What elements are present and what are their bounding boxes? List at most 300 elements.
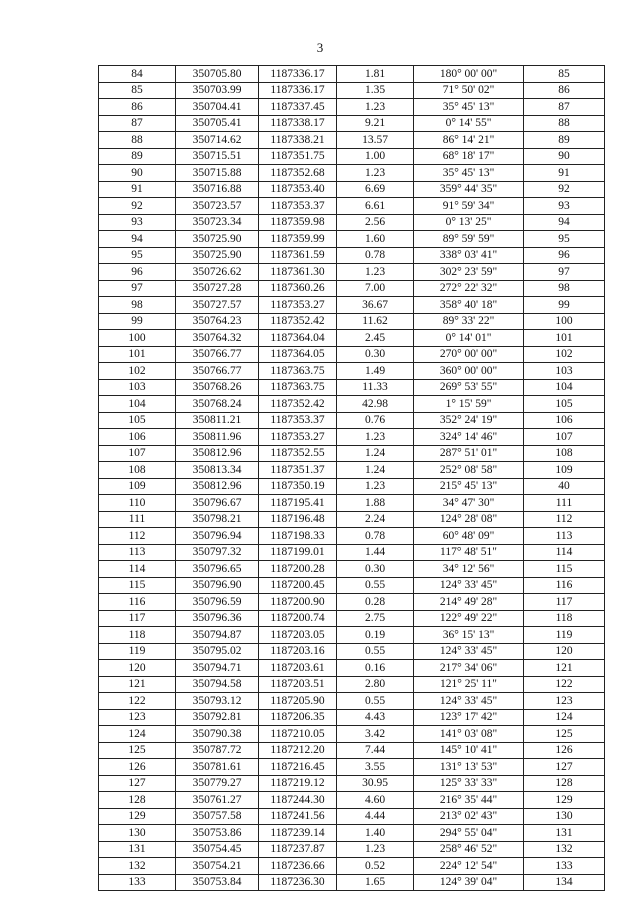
y-coordinate-cell: 1187244.30 (259, 792, 337, 809)
bearing-cell: 89° 33' 22" (414, 313, 524, 330)
next-point-cell: 107 (524, 429, 605, 446)
next-point-cell: 40 (524, 478, 605, 495)
bearing-cell: 89° 59' 59" (414, 231, 524, 248)
bearing-cell: 0° 13' 25" (414, 214, 524, 231)
table-row (99, 99, 605, 116)
y-coordinate-cell: 1187338.21 (259, 132, 337, 149)
y-coordinate-cell: 1187359.98 (259, 214, 337, 231)
x-coordinate-cell: 350798.21 (176, 511, 259, 528)
bearing-cell: 270° 00' 00" (414, 346, 524, 363)
table-row (99, 561, 605, 578)
point-number-cell: 114 (99, 561, 176, 578)
table-row (99, 594, 605, 611)
x-coordinate-cell: 350796.94 (176, 528, 259, 545)
bearing-cell: 287° 51' 01" (414, 445, 524, 462)
x-coordinate-cell: 350704.41 (176, 99, 259, 116)
y-coordinate-cell: 1187337.45 (259, 99, 337, 116)
point-number-cell: 103 (99, 379, 176, 396)
bearing-cell: 124° 33' 45" (414, 577, 524, 594)
distance-cell: 30.95 (337, 775, 414, 792)
point-number-cell: 126 (99, 759, 176, 776)
distance-cell: 7.00 (337, 280, 414, 297)
next-point-cell: 121 (524, 660, 605, 677)
bearing-cell: 1° 15' 59" (414, 396, 524, 413)
distance-cell: 0.55 (337, 643, 414, 660)
distance-cell: 1.23 (337, 429, 414, 446)
x-coordinate-cell: 350764.23 (176, 313, 259, 330)
point-number-cell: 109 (99, 478, 176, 495)
bearing-cell: 180° 00' 00" (414, 66, 524, 83)
point-number-cell: 106 (99, 429, 176, 446)
y-coordinate-cell: 1187198.33 (259, 528, 337, 545)
distance-cell: 1.40 (337, 825, 414, 842)
next-point-cell: 87 (524, 99, 605, 116)
y-coordinate-cell: 1187359.99 (259, 231, 337, 248)
distance-cell: 0.55 (337, 577, 414, 594)
point-number-cell: 100 (99, 330, 176, 347)
y-coordinate-cell: 1187216.45 (259, 759, 337, 776)
point-number-cell: 97 (99, 280, 176, 297)
next-point-cell: 123 (524, 693, 605, 710)
table-row (99, 330, 605, 347)
table-row (99, 264, 605, 281)
distance-cell: 1.60 (337, 231, 414, 248)
distance-cell: 1.23 (337, 478, 414, 495)
next-point-cell: 116 (524, 577, 605, 594)
x-coordinate-cell: 350727.57 (176, 297, 259, 314)
bearing-cell: 294° 55' 04" (414, 825, 524, 842)
next-point-cell: 86 (524, 82, 605, 99)
table-row (99, 165, 605, 182)
point-number-cell: 107 (99, 445, 176, 462)
distance-cell: 1.24 (337, 445, 414, 462)
table-row (99, 841, 605, 858)
point-number-cell: 122 (99, 693, 176, 710)
x-coordinate-cell: 350753.84 (176, 874, 259, 891)
table-row (99, 132, 605, 149)
table-row (99, 313, 605, 330)
x-coordinate-cell: 350716.88 (176, 181, 259, 198)
y-coordinate-cell: 1187363.75 (259, 379, 337, 396)
point-number-cell: 96 (99, 264, 176, 281)
point-number-cell: 120 (99, 660, 176, 677)
table-row (99, 478, 605, 495)
table-row (99, 297, 605, 314)
x-coordinate-cell: 350794.71 (176, 660, 259, 677)
point-number-cell: 130 (99, 825, 176, 842)
bearing-cell: 224° 12' 54" (414, 858, 524, 875)
table-row (99, 379, 605, 396)
distance-cell: 4.43 (337, 709, 414, 726)
y-coordinate-cell: 1187205.90 (259, 693, 337, 710)
x-coordinate-cell: 350794.58 (176, 676, 259, 693)
bearing-cell: 131° 13' 53" (414, 759, 524, 776)
x-coordinate-cell: 350753.86 (176, 825, 259, 842)
distance-cell: 1.23 (337, 841, 414, 858)
next-point-cell: 119 (524, 627, 605, 644)
table-row (99, 198, 605, 215)
next-point-cell: 106 (524, 412, 605, 429)
distance-cell: 0.19 (337, 627, 414, 644)
point-number-cell: 117 (99, 610, 176, 627)
distance-cell: 6.69 (337, 181, 414, 198)
page-number: 3 (316, 40, 324, 55)
bearing-cell: 338° 03' 41" (414, 247, 524, 264)
y-coordinate-cell: 1187237.87 (259, 841, 337, 858)
y-coordinate-cell: 1187353.27 (259, 429, 337, 446)
table-row (99, 825, 605, 842)
table-row (99, 445, 605, 462)
point-number-cell: 102 (99, 363, 176, 380)
bearing-cell: 214° 49' 28" (414, 594, 524, 611)
y-coordinate-cell: 1187199.01 (259, 544, 337, 561)
point-number-cell: 101 (99, 346, 176, 363)
y-coordinate-cell: 1187210.05 (259, 726, 337, 743)
bearing-cell: 34° 47' 30" (414, 495, 524, 512)
point-number-cell: 129 (99, 808, 176, 825)
distance-cell: 1.23 (337, 165, 414, 182)
x-coordinate-cell: 350715.88 (176, 165, 259, 182)
distance-cell: 42.98 (337, 396, 414, 413)
x-coordinate-cell: 350723.57 (176, 198, 259, 215)
distance-cell: 0.28 (337, 594, 414, 611)
distance-cell: 2.80 (337, 676, 414, 693)
bearing-cell: 324° 14' 46" (414, 429, 524, 446)
y-coordinate-cell: 1187196.48 (259, 511, 337, 528)
bearing-cell: 141° 03' 08" (414, 726, 524, 743)
x-coordinate-cell: 350794.87 (176, 627, 259, 644)
bearing-cell: 34° 12' 56" (414, 561, 524, 578)
distance-cell: 1.00 (337, 148, 414, 165)
next-point-cell: 132 (524, 841, 605, 858)
next-point-cell: 103 (524, 363, 605, 380)
x-coordinate-cell: 350723.34 (176, 214, 259, 231)
next-point-cell: 92 (524, 181, 605, 198)
distance-cell: 1.24 (337, 462, 414, 479)
bearing-cell: 35° 45' 13" (414, 99, 524, 116)
point-number-cell: 116 (99, 594, 176, 611)
point-number-cell: 91 (99, 181, 176, 198)
bearing-cell: 258° 46' 52" (414, 841, 524, 858)
x-coordinate-cell: 350726.62 (176, 264, 259, 281)
next-point-cell: 91 (524, 165, 605, 182)
distance-cell: 0.30 (337, 561, 414, 578)
table-row (99, 511, 605, 528)
y-coordinate-cell: 1187203.51 (259, 676, 337, 693)
x-coordinate-cell: 350781.61 (176, 759, 259, 776)
y-coordinate-cell: 1187219.12 (259, 775, 337, 792)
x-coordinate-cell: 350796.67 (176, 495, 259, 512)
next-point-cell: 134 (524, 874, 605, 891)
table-row (99, 726, 605, 743)
table-row (99, 627, 605, 644)
table-row (99, 709, 605, 726)
table-row (99, 214, 605, 231)
x-coordinate-cell: 350725.90 (176, 231, 259, 248)
table-row (99, 115, 605, 132)
table-row (99, 363, 605, 380)
next-point-cell: 98 (524, 280, 605, 297)
distance-cell: 2.56 (337, 214, 414, 231)
bearing-cell: 269° 53' 55" (414, 379, 524, 396)
x-coordinate-cell: 350813.34 (176, 462, 259, 479)
table-row (99, 247, 605, 264)
bearing-cell: 124° 33' 45" (414, 693, 524, 710)
next-point-cell: 88 (524, 115, 605, 132)
y-coordinate-cell: 1187350.19 (259, 478, 337, 495)
bearing-cell: 0° 14' 55" (414, 115, 524, 132)
next-point-cell: 120 (524, 643, 605, 660)
x-coordinate-cell: 350764.32 (176, 330, 259, 347)
x-coordinate-cell: 350727.28 (176, 280, 259, 297)
distance-cell: 2.24 (337, 511, 414, 528)
next-point-cell: 96 (524, 247, 605, 264)
next-point-cell: 89 (524, 132, 605, 149)
next-point-cell: 108 (524, 445, 605, 462)
y-coordinate-cell: 1187361.30 (259, 264, 337, 281)
point-number-cell: 105 (99, 412, 176, 429)
next-point-cell: 93 (524, 198, 605, 215)
bearing-cell: 0° 14' 01" (414, 330, 524, 347)
y-coordinate-cell: 1187352.55 (259, 445, 337, 462)
y-coordinate-cell: 1187203.05 (259, 627, 337, 644)
next-point-cell: 100 (524, 313, 605, 330)
next-point-cell: 133 (524, 858, 605, 875)
x-coordinate-cell: 350768.26 (176, 379, 259, 396)
x-coordinate-cell: 350812.96 (176, 445, 259, 462)
point-number-cell: 128 (99, 792, 176, 809)
table-row (99, 528, 605, 545)
coordinates-table (98, 65, 605, 891)
y-coordinate-cell: 1187195.41 (259, 495, 337, 512)
next-point-cell: 125 (524, 726, 605, 743)
table-row (99, 495, 605, 512)
table-row (99, 429, 605, 446)
y-coordinate-cell: 1187352.42 (259, 396, 337, 413)
distance-cell: 0.55 (337, 693, 414, 710)
bearing-cell: 123° 17' 42" (414, 709, 524, 726)
next-point-cell: 129 (524, 792, 605, 809)
y-coordinate-cell: 1187200.90 (259, 594, 337, 611)
bearing-cell: 302° 23' 59" (414, 264, 524, 281)
point-number-cell: 94 (99, 231, 176, 248)
y-coordinate-cell: 1187200.28 (259, 561, 337, 578)
distance-cell: 2.75 (337, 610, 414, 627)
y-coordinate-cell: 1187351.75 (259, 148, 337, 165)
y-coordinate-cell: 1187352.42 (259, 313, 337, 330)
point-number-cell: 92 (99, 198, 176, 215)
table-row (99, 676, 605, 693)
x-coordinate-cell: 350754.21 (176, 858, 259, 875)
table-row (99, 759, 605, 776)
point-number-cell: 123 (99, 709, 176, 726)
bearing-cell: 124° 33' 45" (414, 643, 524, 660)
table-row (99, 280, 605, 297)
table-row (99, 742, 605, 759)
table-row (99, 396, 605, 413)
next-point-cell: 128 (524, 775, 605, 792)
point-number-cell: 124 (99, 726, 176, 743)
point-number-cell: 104 (99, 396, 176, 413)
point-number-cell: 110 (99, 495, 176, 512)
table-row (99, 82, 605, 99)
x-coordinate-cell: 350757.58 (176, 808, 259, 825)
bearing-cell: 125° 33' 33" (414, 775, 524, 792)
point-number-cell: 125 (99, 742, 176, 759)
point-number-cell: 118 (99, 627, 176, 644)
table-row (99, 412, 605, 429)
bearing-cell: 252° 08' 58" (414, 462, 524, 479)
next-point-cell: 111 (524, 495, 605, 512)
point-number-cell: 93 (99, 214, 176, 231)
next-point-cell: 85 (524, 66, 605, 83)
y-coordinate-cell: 1187352.68 (259, 165, 337, 182)
bearing-cell: 213° 02' 43" (414, 808, 524, 825)
point-number-cell: 84 (99, 66, 176, 83)
x-coordinate-cell: 350797.32 (176, 544, 259, 561)
next-point-cell: 127 (524, 759, 605, 776)
table-row (99, 181, 605, 198)
next-point-cell: 105 (524, 396, 605, 413)
x-coordinate-cell: 350811.21 (176, 412, 259, 429)
point-number-cell: 88 (99, 132, 176, 149)
distance-cell: 2.45 (337, 330, 414, 347)
table-row (99, 577, 605, 594)
point-number-cell: 89 (99, 148, 176, 165)
x-coordinate-cell: 350796.90 (176, 577, 259, 594)
bearing-cell: 35° 45' 13" (414, 165, 524, 182)
x-coordinate-cell: 350714.62 (176, 132, 259, 149)
bearing-cell: 272° 22' 32" (414, 280, 524, 297)
x-coordinate-cell: 350766.77 (176, 363, 259, 380)
y-coordinate-cell: 1187338.17 (259, 115, 337, 132)
table-row (99, 693, 605, 710)
bearing-cell: 60° 48' 09" (414, 528, 524, 545)
table-row (99, 660, 605, 677)
y-coordinate-cell: 1187241.56 (259, 808, 337, 825)
x-coordinate-cell: 350796.36 (176, 610, 259, 627)
next-point-cell: 101 (524, 330, 605, 347)
bearing-cell: 36° 15' 13" (414, 627, 524, 644)
distance-cell: 0.76 (337, 412, 414, 429)
y-coordinate-cell: 1187351.37 (259, 462, 337, 479)
next-point-cell: 104 (524, 379, 605, 396)
y-coordinate-cell: 1187353.40 (259, 181, 337, 198)
distance-cell: 4.60 (337, 792, 414, 809)
point-number-cell: 111 (99, 511, 176, 528)
next-point-cell: 114 (524, 544, 605, 561)
y-coordinate-cell: 1187206.35 (259, 709, 337, 726)
distance-cell: 7.44 (337, 742, 414, 759)
point-number-cell: 86 (99, 99, 176, 116)
distance-cell: 6.61 (337, 198, 414, 215)
next-point-cell: 122 (524, 676, 605, 693)
bearing-cell: 359° 44' 35" (414, 181, 524, 198)
y-coordinate-cell: 1187200.45 (259, 577, 337, 594)
y-coordinate-cell: 1187353.27 (259, 297, 337, 314)
x-coordinate-cell: 350811.96 (176, 429, 259, 446)
bearing-cell: 71° 50' 02" (414, 82, 524, 99)
point-number-cell: 108 (99, 462, 176, 479)
table-row (99, 874, 605, 891)
point-number-cell: 113 (99, 544, 176, 561)
next-point-cell: 117 (524, 594, 605, 611)
x-coordinate-cell: 350705.41 (176, 115, 259, 132)
point-number-cell: 115 (99, 577, 176, 594)
point-number-cell: 99 (99, 313, 176, 330)
x-coordinate-cell: 350766.77 (176, 346, 259, 363)
table-row (99, 462, 605, 479)
distance-cell: 1.44 (337, 544, 414, 561)
next-point-cell: 113 (524, 528, 605, 545)
next-point-cell: 124 (524, 709, 605, 726)
point-number-cell: 98 (99, 297, 176, 314)
bearing-cell: 124° 28' 08" (414, 511, 524, 528)
next-point-cell: 102 (524, 346, 605, 363)
y-coordinate-cell: 1187203.16 (259, 643, 337, 660)
bearing-cell: 91° 59' 34" (414, 198, 524, 215)
table-row (99, 792, 605, 809)
next-point-cell: 126 (524, 742, 605, 759)
y-coordinate-cell: 1187336.17 (259, 66, 337, 83)
distance-cell: 13.57 (337, 132, 414, 149)
x-coordinate-cell: 350790.38 (176, 726, 259, 743)
bearing-cell: 352° 24' 19" (414, 412, 524, 429)
point-number-cell: 121 (99, 676, 176, 693)
next-point-cell: 99 (524, 297, 605, 314)
point-number-cell: 90 (99, 165, 176, 182)
x-coordinate-cell: 350725.90 (176, 247, 259, 264)
bearing-cell: 124° 39' 04" (414, 874, 524, 891)
bearing-cell: 117° 48' 51" (414, 544, 524, 561)
y-coordinate-cell: 1187212.20 (259, 742, 337, 759)
next-point-cell: 94 (524, 214, 605, 231)
x-coordinate-cell: 350779.27 (176, 775, 259, 792)
next-point-cell: 109 (524, 462, 605, 479)
distance-cell: 11.62 (337, 313, 414, 330)
x-coordinate-cell: 350796.59 (176, 594, 259, 611)
distance-cell: 0.30 (337, 346, 414, 363)
point-number-cell: 87 (99, 115, 176, 132)
bearing-cell: 121° 25' 11" (414, 676, 524, 693)
distance-cell: 0.16 (337, 660, 414, 677)
table-row (99, 858, 605, 875)
x-coordinate-cell: 350703.99 (176, 82, 259, 99)
y-coordinate-cell: 1187360.26 (259, 280, 337, 297)
y-coordinate-cell: 1187236.30 (259, 874, 337, 891)
point-number-cell: 112 (99, 528, 176, 545)
point-number-cell: 95 (99, 247, 176, 264)
bearing-cell: 216° 35' 44" (414, 792, 524, 809)
table-row (99, 775, 605, 792)
distance-cell: 1.23 (337, 99, 414, 116)
distance-cell: 1.49 (337, 363, 414, 380)
y-coordinate-cell: 1187363.75 (259, 363, 337, 380)
point-number-cell: 127 (99, 775, 176, 792)
table-body (99, 66, 605, 891)
distance-cell: 1.23 (337, 264, 414, 281)
distance-cell: 3.55 (337, 759, 414, 776)
x-coordinate-cell: 350795.02 (176, 643, 259, 660)
bearing-cell: 215° 45' 13" (414, 478, 524, 495)
next-point-cell: 115 (524, 561, 605, 578)
bearing-cell: 360° 00' 00" (414, 363, 524, 380)
y-coordinate-cell: 1187336.17 (259, 82, 337, 99)
table-row (99, 148, 605, 165)
distance-cell: 1.65 (337, 874, 414, 891)
y-coordinate-cell: 1187353.37 (259, 412, 337, 429)
point-number-cell: 119 (99, 643, 176, 660)
